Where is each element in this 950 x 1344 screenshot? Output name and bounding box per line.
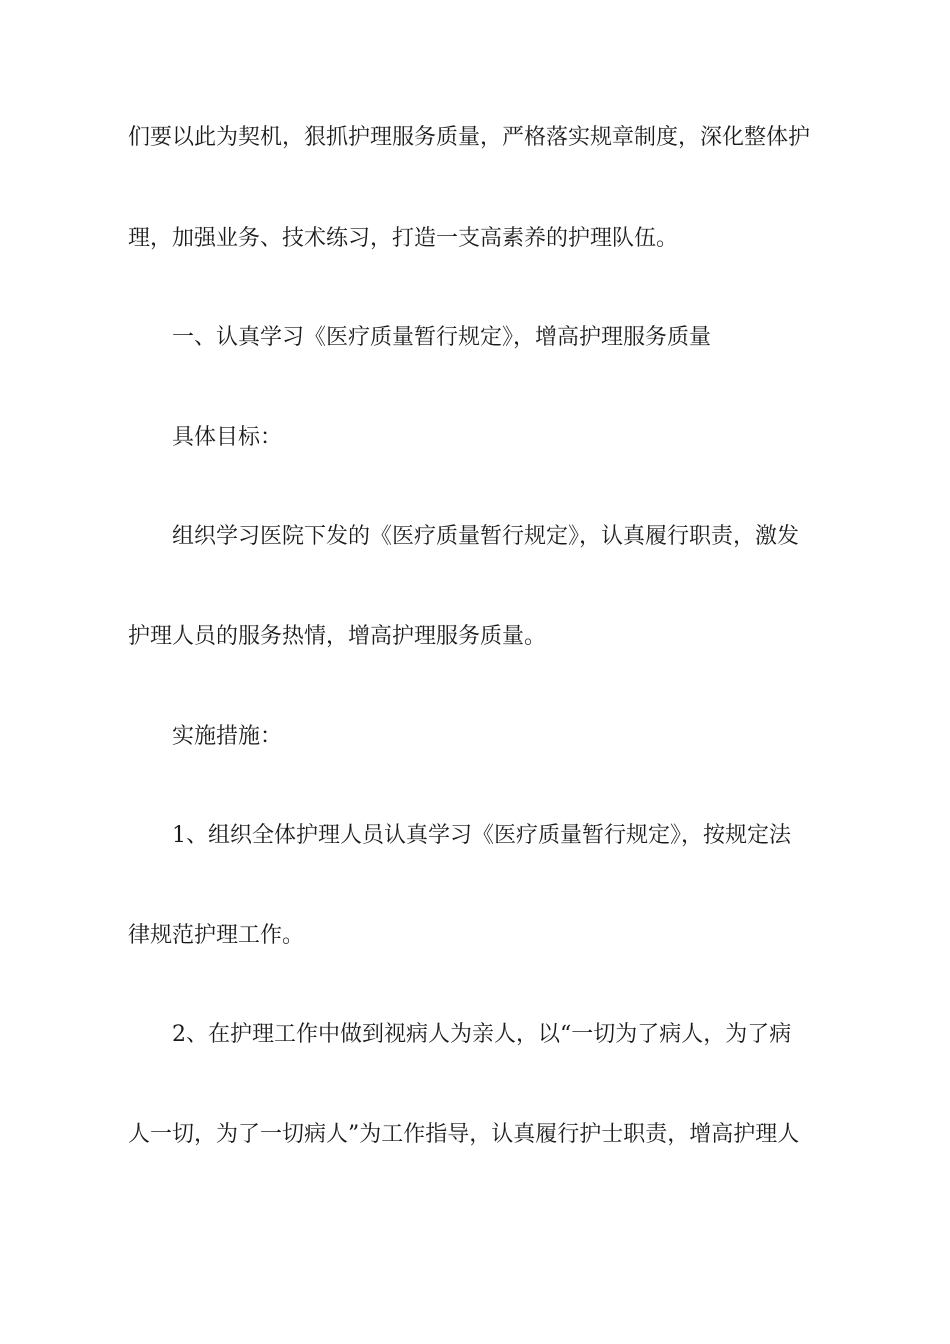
paragraph-line-1: 们要以此为契机，狠抓护理服务质量，严格落实规章制度，深化整体护 xyxy=(128,125,811,150)
list-item-1-line-2: 律规范护理工作。 xyxy=(128,923,305,948)
subheading-goals: 具体目标： xyxy=(172,425,283,450)
list-item-1-line-1: 1、组织全体护理人员认真学习《医疗质量暂行规定》，按规定法 xyxy=(172,823,791,848)
list-item-2-line-1: 2、在护理工作中做到视病人为亲人，以“一切为了病人，为了病 xyxy=(172,1022,792,1047)
list-item-2-line-2: 人一切，为了一切病人”为工作指导，认真履行护士职责，增高护理人 xyxy=(128,1122,800,1147)
section-heading-1: 一、认真学习《医疗质量暂行规定》，增高护理服务质量 xyxy=(172,325,712,350)
paragraph-line-3: 组织学习医院下发的《医疗质量暂行规定》，认真履行职责，激发 xyxy=(172,524,800,549)
subheading-measures: 实施措施： xyxy=(172,724,283,749)
paragraph-line-2: 理，加强业务、技术练习，打造一支高素养的护理队伍。 xyxy=(128,226,679,251)
paragraph-line-4: 护理人员的服务热情，增高护理服务质量。 xyxy=(128,624,547,649)
